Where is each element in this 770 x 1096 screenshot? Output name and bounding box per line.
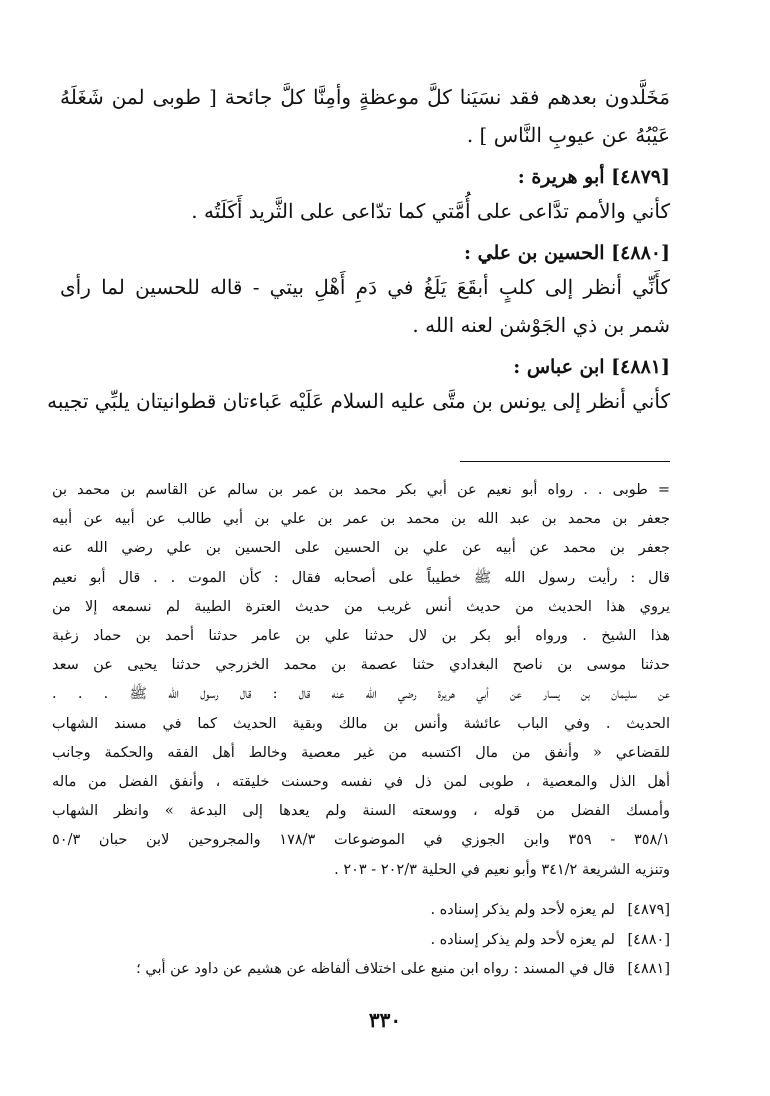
entry-narrator: الحسين بن علي : <box>463 242 605 264</box>
footnote-line: للقضاعي « وأنفق من مال اكتسبه من غير معصية وخالط أهل الفقه والحكمة وجانب <box>52 744 670 761</box>
footnote-line: يروي هذا الحديث من حديث أنس غريب من حديث العترة الطيبة لم نسمعه إلا من <box>52 598 670 615</box>
entry-heading <box>60 352 670 382</box>
footnote-line: وأمسك الفضل من قوله ، ووسعته السنة ولم يعدها إلى البدعة » وانظر الشهاب <box>52 803 670 820</box>
footnotes <box>52 476 670 885</box>
continuation-line: مَخَلَّدون بعدهم فقد نسَيَنا كلَّ موعظةٍ وأمِنَّا كلَّ جائحة [ طوبى لمن شَغَلَهُ <box>60 85 670 109</box>
entry-text-line: شمر بن ذي الجَوْشن لعنه الله . <box>412 313 670 337</box>
endnote <box>52 896 670 926</box>
entry-heading <box>60 162 670 192</box>
endnote-number: [٤٨٧٩] <box>627 902 670 918</box>
endnote <box>52 926 670 956</box>
endnotes <box>52 896 670 985</box>
entry-text-line: كأني أنظر إلى يونس بن متَّى عليه السلام عَلَيْه عَباءتان قطوانيتان يلبِّي تجيبه <box>47 389 670 413</box>
footnote-line: جعفر بن محمد بن عبد الله بن محمد بن عمر بن علي بن أبي طالب عن أبيه عن أبيه <box>52 511 670 528</box>
endnote-text: لم يعزه لأحد ولم يذكر إسناده . <box>430 902 615 918</box>
entry-text-line: كأَنِّي أنظر إلى كلبٍ أبقَعَ يَلَغُ في دَمِ أَهْلِ بيتي - قاله للحسين لما رأى <box>60 275 670 299</box>
entry-number: [٤٨٨١] <box>611 356 670 378</box>
endnote-number: [٤٨٨٠] <box>627 931 670 948</box>
footnote-line: وتنزيه الشريعة ٣٤١/٢ وأبو نعيم في الحلية ٢٠٢/٣ - ٢٠٣ . <box>334 861 670 878</box>
footnote-line: أهل الذل والمعصية ، طوبى لمن ذل في نفسه وحسنت خليقته ، وأنفق الفضل من ماله <box>52 774 670 791</box>
endnote-text: قال في المسند : رواه ابن منيع على اختلاف ألفاظه عن هشيم عن داود عن أبي ؛ <box>136 961 615 977</box>
continuation-line: عَيْبُهُ عن عيوبِ النَّاس ] . <box>466 123 670 147</box>
endnote-text: لم يعزه لأحد ولم يذكر إسناده . <box>430 931 615 948</box>
page-number: ٣٣٠ <box>368 1008 402 1032</box>
footnote-line: جعفر بن محمد عن أبيه عن علي بن الحسين على الحسين بن علي رضي الله عنه <box>52 540 670 557</box>
footnote-line: الحديث . وفي الباب عائشة وأنس بن مالك وبقية الحديث كما في مسند الشهاب <box>52 715 670 732</box>
main-text <box>47 78 670 420</box>
footnote-line: = طوبى . . رواه أبو نعيم عن أبي بكر محمد بن عمر بن سالم عن القاسم بن محمد بن <box>52 482 670 498</box>
entry-number: [٤٨٧٩] <box>611 166 670 188</box>
footnote-line: هذا الشيخ . ورواه أبو بكر بن لال حدثنا علي بن عامر حدثنا أحمد بن حماد زغبة <box>52 628 670 645</box>
entry-narrator: أبو هريرة : <box>517 166 605 188</box>
footnote-line: قال : رأيت رسول الله ﷺ خطيباً على أصحابه فقال : كأن الموت . . قال أبو نعيم <box>52 569 670 586</box>
entry-narrator: ابن عباس : <box>513 356 605 378</box>
footnote-line: ٣٥٨/١ - ٣٥٩ وابن الجوزي في الموضوعات ١٧٨/٣ والمجروحين لابن حبان ٥٠/٣ <box>52 832 670 849</box>
entry-number: [٤٨٨٠] <box>611 242 670 264</box>
footnote-separator <box>460 461 670 462</box>
entry-heading <box>60 238 670 268</box>
footnote-line: حدثنا موسى بن ناصح البغدادي حثنا عصمة بن محمد الخزرجي حدثنا يحيى عن سعد <box>52 657 670 674</box>
footnote-line: عن سليمان بن يسار عن أبي هريرة رضي الله عنه قال : قال رسول الله ﷺ . . . <box>52 686 670 703</box>
endnote-number: [٤٨٨١] <box>627 961 670 977</box>
endnote <box>52 955 670 985</box>
entry-text-line: كأني والأمم تدَّاعى على أُمَّتي كما تدّاعى على الثَّريد أَكَلَتُه . <box>191 199 670 223</box>
